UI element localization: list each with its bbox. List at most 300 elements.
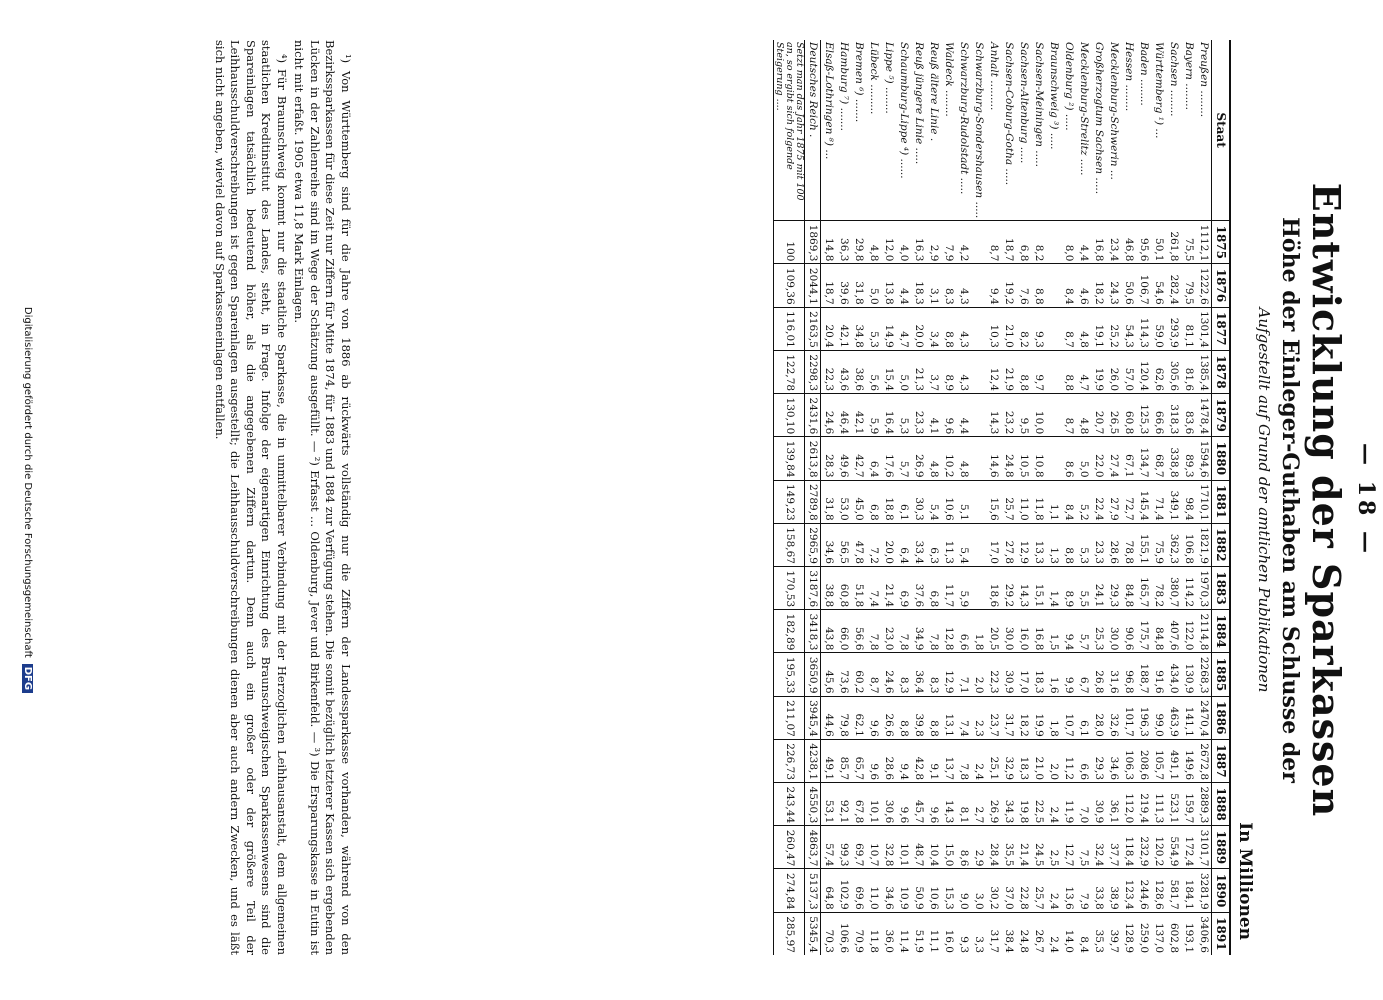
table-cell: 2965,9 [805, 523, 821, 566]
table-cell: 9,3 [1031, 307, 1046, 350]
table-cell: 2,5 [1046, 826, 1061, 869]
table-cell: 24,8 [1001, 437, 1016, 480]
table-cell: 10,0 [1031, 394, 1046, 437]
unit-label: In Millionen [1235, 822, 1255, 940]
table-row [836, 40, 851, 955]
table-cell: 11,2 [1061, 739, 1076, 782]
table-cell: 34,6 [881, 869, 896, 912]
table-row [1121, 40, 1136, 955]
table-cell: 208,6 [1136, 739, 1151, 782]
table-cell: 69,6 [851, 869, 866, 912]
table-row [986, 40, 1001, 955]
table-cell: 5,4 [956, 523, 971, 566]
table-cell: 362,3 [1166, 523, 1181, 566]
table-cell: 8,9 [941, 350, 956, 393]
table-cell: 159,7 [1181, 783, 1196, 826]
table-cell: 5,7 [1076, 610, 1091, 653]
table-cell [971, 523, 986, 566]
table-cell: 5,6 [866, 350, 881, 393]
table-cell: 84,8 [1121, 566, 1136, 609]
table-cell: 28,4 [986, 826, 1001, 869]
table-cell: 2613,8 [805, 437, 821, 480]
table-cell: 29,2 [1001, 566, 1016, 609]
table-header-row [1212, 40, 1230, 955]
table-cell: 62,6 [1151, 350, 1166, 393]
table-cell: 57,4 [821, 826, 837, 869]
table-cell: 2,7 [971, 783, 986, 826]
table-cell: 31,7 [1001, 696, 1016, 739]
table-cell [971, 394, 986, 437]
table-cell: 20,5 [986, 610, 1001, 653]
table-cell: 4,7 [896, 307, 911, 350]
table-cell: 19,8 [1016, 783, 1031, 826]
table-row [896, 40, 911, 955]
table-cell: 128,6 [1151, 869, 1166, 912]
table-row [1166, 40, 1181, 955]
table-cell: 50,6 [1121, 264, 1136, 307]
table-cell: 25,7 [1031, 869, 1046, 912]
table-cell: 149,23 [774, 480, 805, 523]
table-cell: 4,8 [926, 437, 941, 480]
table-cell: 128,9 [1121, 912, 1136, 955]
state-name: Preußen ........ [1198, 42, 1211, 118]
table-cell: 7,9 [941, 221, 956, 264]
table-cell: 5137,3 [805, 869, 821, 912]
table-cell: 2,4 [1046, 869, 1061, 912]
year-header: 1886 [1212, 696, 1230, 739]
table-cell: 13,3 [1031, 523, 1046, 566]
table-cell: 10,1 [896, 826, 911, 869]
table-cell: 8,0 [1061, 221, 1076, 264]
table-cell: 3650,9 [805, 653, 821, 696]
table-cell: 4,3 [956, 264, 971, 307]
table-cell: 305,6 [1166, 350, 1181, 393]
table-cell: 37,7 [1106, 826, 1121, 869]
table-cell: 6,8 [926, 566, 941, 609]
table-cell: 1,8 [1046, 696, 1061, 739]
table-row [1196, 40, 1212, 955]
state-name: Oldenburg ²) ..... [1063, 42, 1076, 131]
table-row [866, 40, 881, 955]
year-header: 1884 [1212, 610, 1230, 653]
table-cell: 99,0 [1151, 696, 1166, 739]
table-cell: 23,3 [1091, 523, 1106, 566]
year-header: 1882 [1212, 523, 1230, 566]
table-cell: 89,3 [1181, 437, 1196, 480]
table-cell: 29,3 [1106, 566, 1121, 609]
table-cell [1046, 394, 1061, 437]
table-cell: 23,0 [881, 610, 896, 653]
table-cell: 16,0 [1016, 610, 1031, 653]
table-cell: 14,3 [1016, 566, 1031, 609]
table-cell: 5,4 [926, 480, 941, 523]
table-cell: 14,3 [941, 783, 956, 826]
table-cell: 145,4 [1136, 480, 1151, 523]
table-cell: 118,4 [1121, 826, 1136, 869]
table-cell: 12,9 [941, 653, 956, 696]
table-cell: 26,9 [911, 437, 926, 480]
table-cell: 9,9 [1061, 653, 1076, 696]
table-cell: 10,5 [1016, 437, 1031, 480]
table-cell: 7,8 [866, 610, 881, 653]
table-cell: 71,4 [1151, 480, 1166, 523]
table-cell: 21,0 [1001, 307, 1016, 350]
table-cell: 8,4 [1061, 264, 1076, 307]
footnote: ⁴) Für Braunschweig kommt nur die staatliche Sparkasse, die in unmittelbarer Verbindung mit der Herzoglichen Leihhausanstalt, dem allgemeinen staatlichen Kreditinstitut des Landes, steht, in Frage. Infolge der eigenartigen Einrichtung des Braunschweigischen Sparkassenwesens sind die Spareinlagen tatsächlich bedeutend höher, als die angegebenen Ziffern dartun. Denn auch ein großer oder der größere Teil der Leihhausschuldverschreibungen ist gegen Spareinlagen ausgestellt; die Leihhausschuldverschreibungen dienen aber auch andern Zwecken, und es läßt sich nicht angeben, wieviel davon auf Sparkasseneinlagen entfallen. [212, 40, 289, 955]
table-cell: 2431,6 [805, 394, 821, 437]
state-name: Schwarzburg-Sondershausen ..... [973, 42, 986, 219]
year-header: 1879 [1212, 394, 1230, 437]
table-row [1061, 40, 1076, 955]
table-cell: 2672,8 [1196, 739, 1212, 782]
table-cell: 48,7 [911, 826, 926, 869]
table-cell: 24,6 [821, 394, 837, 437]
table-cell: 1,5 [1046, 610, 1061, 653]
table-cell: 30,9 [1091, 783, 1106, 826]
table-cell: 23,4 [1106, 221, 1121, 264]
table-cell: 16,8 [1091, 221, 1106, 264]
table-cell: 30,0 [1001, 610, 1016, 653]
table-cell: 8,8 [1061, 523, 1076, 566]
table-cell: 20,0 [881, 523, 896, 566]
table-cell: 37,6 [911, 566, 926, 609]
table-cell: 11,0 [1016, 480, 1031, 523]
table-cell: 2163,5 [805, 307, 821, 350]
table-cell: 282,4 [1166, 264, 1181, 307]
table-cell: 12,9 [1016, 523, 1031, 566]
table-cell: 8,3 [941, 264, 956, 307]
table-cell: 45,0 [851, 480, 866, 523]
table-cell: 31,6 [1106, 653, 1121, 696]
state-name: Waldeck ........ [943, 42, 956, 117]
table-cell: 42,1 [836, 307, 851, 350]
table-cell: 4,8 [1076, 394, 1091, 437]
table-cell: 2,3 [971, 696, 986, 739]
table-cell: 196,3 [1136, 696, 1151, 739]
table-cell: 6,6 [956, 610, 971, 653]
table-cell: 30,0 [1106, 610, 1121, 653]
state-name: Großherzogtum Sachsen ..... [1093, 42, 1106, 195]
table-cell: 2,9 [926, 221, 941, 264]
table-cell: 25,2 [1106, 307, 1121, 350]
table-cell: 15,0 [941, 826, 956, 869]
table-cell: 4550,3 [805, 783, 821, 826]
table-cell: 96,8 [1121, 653, 1136, 696]
table-cell: 106,3 [1121, 739, 1136, 782]
table-cell: 9,4 [986, 264, 1001, 307]
table-cell: 10,8 [1031, 437, 1046, 480]
table-cell: 17,0 [1016, 653, 1031, 696]
table-cell: 5,3 [896, 394, 911, 437]
table-cell: 13,7 [941, 739, 956, 782]
table-cell: 5,3 [1076, 523, 1091, 566]
table-cell: 106,7 [1136, 264, 1151, 307]
table-cell: 4,8 [956, 437, 971, 480]
page-subtitle: Höhe der Einleger-Guthaben am Schlusse der [1277, 217, 1303, 783]
table-cell: 5,7 [896, 437, 911, 480]
table-cell: 7,2 [866, 523, 881, 566]
table-cell: 2889,3 [1196, 783, 1212, 826]
table-cell: 75,9 [1151, 523, 1166, 566]
table-cell: 349,1 [1166, 480, 1181, 523]
table-cell: 31,7 [986, 912, 1001, 955]
table-cell: 29,3 [1091, 739, 1106, 782]
table-cell: 4863,7 [805, 826, 821, 869]
table-cell: 9,6 [896, 783, 911, 826]
table-cell: 8,1 [956, 783, 971, 826]
state-name: Braunschweig ³) ..... [1048, 42, 1061, 150]
table-cell: 67,1 [1121, 437, 1136, 480]
table-cell: 6,8 [866, 480, 881, 523]
table-cell: 79,5 [1181, 264, 1196, 307]
table-cell: 3,0 [971, 869, 986, 912]
table-cell: 47,8 [851, 523, 866, 566]
table-cell: 434,0 [1166, 653, 1181, 696]
table-cell: 10,6 [941, 480, 956, 523]
table-cell: 21,3 [911, 350, 926, 393]
table-row [1076, 40, 1091, 955]
table-cell: 106,6 [836, 912, 851, 955]
table-cell: 1478,4 [1196, 394, 1212, 437]
table-cell: 274,84 [774, 869, 805, 912]
table-cell: 75,5 [1181, 221, 1196, 264]
table-cell: 4,8 [866, 221, 881, 264]
year-header: 1885 [1212, 653, 1230, 696]
table-row [881, 40, 896, 955]
table-cell: 11,8 [866, 912, 881, 955]
table-cell: 6,4 [866, 437, 881, 480]
table-cell: 5345,4 [805, 912, 821, 955]
table-cell: 10,7 [1061, 696, 1076, 739]
table-cell: 8,8 [926, 696, 941, 739]
table-cell: 49,1 [821, 739, 837, 782]
table-cell: 1,4 [1046, 566, 1061, 609]
table-cell: 26,0 [1106, 350, 1121, 393]
table-cell [1046, 437, 1061, 480]
table-cell: 10,7 [866, 826, 881, 869]
table-cell: 2,0 [971, 653, 986, 696]
table-cell: 8,8 [1061, 350, 1076, 393]
table-cell: 38,6 [851, 350, 866, 393]
table-cell: 8,7 [1061, 307, 1076, 350]
table-cell: 9,0 [956, 869, 971, 912]
table-cell: 193,1 [1181, 912, 1196, 955]
table-cell: 149,6 [1181, 739, 1196, 782]
table-cell: 32,4 [1091, 826, 1106, 869]
table-cell: 19,9 [1031, 696, 1046, 739]
table-cell: 10,3 [986, 307, 1001, 350]
table-cell: 6,9 [896, 566, 911, 609]
table-cell: 3281,9 [1196, 869, 1212, 912]
table-cell: 318,3 [1166, 394, 1181, 437]
table-cell: 4,1 [926, 394, 941, 437]
table-cell: 5,3 [866, 307, 881, 350]
table-cell: 19,9 [1091, 350, 1106, 393]
table-cell: 4,8 [1076, 307, 1091, 350]
table-cell: 26,8 [1091, 653, 1106, 696]
table-cell: 84,8 [1151, 610, 1166, 653]
table-cell: 232,9 [1136, 826, 1151, 869]
table-cell: 3,3 [971, 912, 986, 955]
table-cell: 10,2 [941, 437, 956, 480]
table-cell: 2114,8 [1196, 610, 1212, 653]
year-header: 1890 [1212, 869, 1230, 912]
table-cell: 30,9 [1001, 653, 1016, 696]
table-cell: 3,1 [926, 264, 941, 307]
table-cell: 18,3 [911, 264, 926, 307]
table-cell: 24,3 [1106, 264, 1121, 307]
table-cell: 5,0 [866, 264, 881, 307]
table-cell: 16,4 [881, 394, 896, 437]
table-cell: 4,0 [896, 221, 911, 264]
table-cell: 32,8 [881, 826, 896, 869]
table-cell: 111,3 [1151, 783, 1166, 826]
table-cell: 25,7 [1001, 480, 1016, 523]
table-cell: 15,3 [941, 869, 956, 912]
year-header: 1876 [1212, 264, 1230, 307]
table-cell [971, 350, 986, 393]
table-cell: 34,3 [1001, 783, 1016, 826]
table-cell: 17,6 [881, 437, 896, 480]
table-cell: 70,3 [821, 912, 837, 955]
table-cell: 7,8 [956, 739, 971, 782]
table-cell: 26,5 [1106, 394, 1121, 437]
table-cell: 9,6 [866, 696, 881, 739]
table-cell: 11,3 [941, 523, 956, 566]
table-cell: 34,9 [911, 610, 926, 653]
table-cell: 30,6 [881, 783, 896, 826]
table-cell: 18,3 [1016, 739, 1031, 782]
table-cell: 10,4 [926, 826, 941, 869]
table-cell: 20,4 [821, 307, 837, 350]
table-cell: 90,6 [1121, 610, 1136, 653]
table-cell: 15,1 [1031, 566, 1046, 609]
table-cell: 13,1 [941, 696, 956, 739]
table-cell: 293,9 [1166, 307, 1181, 350]
table-cell: 15,6 [986, 480, 1001, 523]
table-cell: 8,4 [1076, 912, 1091, 955]
table-cell: 8,8 [1016, 350, 1031, 393]
table-cell: 122,0 [1181, 610, 1196, 653]
savings-table [774, 40, 1232, 955]
table-cell [971, 437, 986, 480]
table-row [956, 40, 971, 955]
table-cell: 34,8 [851, 307, 866, 350]
state-name: Sachsen ........ [1168, 42, 1181, 117]
table-cell: 56,6 [851, 610, 866, 653]
table-cell: 7,4 [866, 566, 881, 609]
table-cell: 130,9 [1181, 653, 1196, 696]
table-cell: 380,7 [1166, 566, 1181, 609]
table-cell: 13,8 [881, 264, 896, 307]
table-cell: 35,3 [1091, 912, 1106, 955]
table-cell: 10,9 [896, 869, 911, 912]
table-cell: 70,9 [851, 912, 866, 955]
table-cell: 81,1 [1181, 307, 1196, 350]
table-cell: 4,3 [956, 350, 971, 393]
table-cell: 6,7 [1076, 653, 1091, 696]
table-cell: 46,4 [836, 394, 851, 437]
table-cell: 38,9 [1106, 869, 1121, 912]
table-cell: 22,8 [1016, 869, 1031, 912]
table-cell: 78,8 [1121, 523, 1136, 566]
table-row [1106, 40, 1121, 955]
table-cell: 5,2 [1076, 480, 1091, 523]
table-row [805, 40, 821, 955]
table-cell: 1,1 [1046, 480, 1061, 523]
table-cell: 2,4 [1046, 783, 1061, 826]
table-cell: 65,7 [851, 739, 866, 782]
table-cell: 6,6 [1076, 739, 1091, 782]
table-cell: 4,2 [956, 221, 971, 264]
table-row [1016, 40, 1031, 955]
table-cell: 120,4 [1136, 350, 1151, 393]
table-cell: 2298,3 [805, 350, 821, 393]
table-cell: 8,3 [926, 653, 941, 696]
table-cell: 62,1 [851, 696, 866, 739]
table-cell: 122,78 [774, 350, 805, 393]
table-cell: 5,9 [956, 566, 971, 609]
table-cell: 36,0 [881, 912, 896, 955]
table-row [926, 40, 941, 955]
table-cell: 25,1 [986, 739, 1001, 782]
table-cell: 24,1 [1091, 566, 1106, 609]
table-cell: 3,4 [926, 307, 941, 350]
source-note: Aufgestellt auf Grund der amtlichen Publikationen [1255, 307, 1273, 693]
table-cell: 8,8 [896, 696, 911, 739]
table-cell: 9,5 [1016, 394, 1031, 437]
page-title: Entwicklung der Sparkassen [1304, 182, 1349, 818]
table-row [1046, 40, 1061, 955]
table-row [851, 40, 866, 955]
table-cell: 4,3 [956, 307, 971, 350]
state-name: Anhalt ......... [988, 42, 1001, 111]
table-cell: 6,3 [926, 523, 941, 566]
table-cell: 16,3 [911, 221, 926, 264]
table-cell: 22,0 [1091, 437, 1106, 480]
page-number-strip [1310, 10, 1370, 990]
table-cell: 8,4 [1061, 480, 1076, 523]
table-cell: 11,8 [1031, 480, 1046, 523]
table-cell: 17,0 [986, 523, 1001, 566]
table-cell: 15,4 [881, 350, 896, 393]
table-cell: 85,7 [836, 739, 851, 782]
table-cell: 21,0 [1031, 739, 1046, 782]
table-cell: 7,9 [1076, 869, 1091, 912]
state-name: Reuß jüngere Linie ..... [913, 42, 926, 165]
state-name: Lippe ⁵) ........ [883, 42, 896, 114]
table-cell: 32,6 [1106, 696, 1121, 739]
state-name: Baden ........ [1138, 42, 1151, 106]
table-cell: 172,4 [1181, 826, 1196, 869]
table-cell: 141,1 [1181, 696, 1196, 739]
table-cell: 53,1 [821, 783, 837, 826]
table-cell: 6,4 [896, 523, 911, 566]
table-cell: 1301,4 [1196, 307, 1212, 350]
table-cell: 112,0 [1121, 783, 1136, 826]
table-cell: 7,1 [956, 653, 971, 696]
table-cell: 50,1 [1151, 221, 1166, 264]
table-cell: 50,9 [911, 869, 926, 912]
table-row [1031, 40, 1046, 955]
table-cell: 60,8 [1121, 394, 1136, 437]
table-cell: 1112,1 [1196, 221, 1212, 264]
table-cell: 54,6 [1151, 264, 1166, 307]
table-cell: 106,8 [1181, 523, 1196, 566]
table-cell: 19,2 [1001, 264, 1016, 307]
table-cell: 18,3 [1031, 653, 1046, 696]
state-name: Reuß ältere Linie . [928, 42, 941, 142]
